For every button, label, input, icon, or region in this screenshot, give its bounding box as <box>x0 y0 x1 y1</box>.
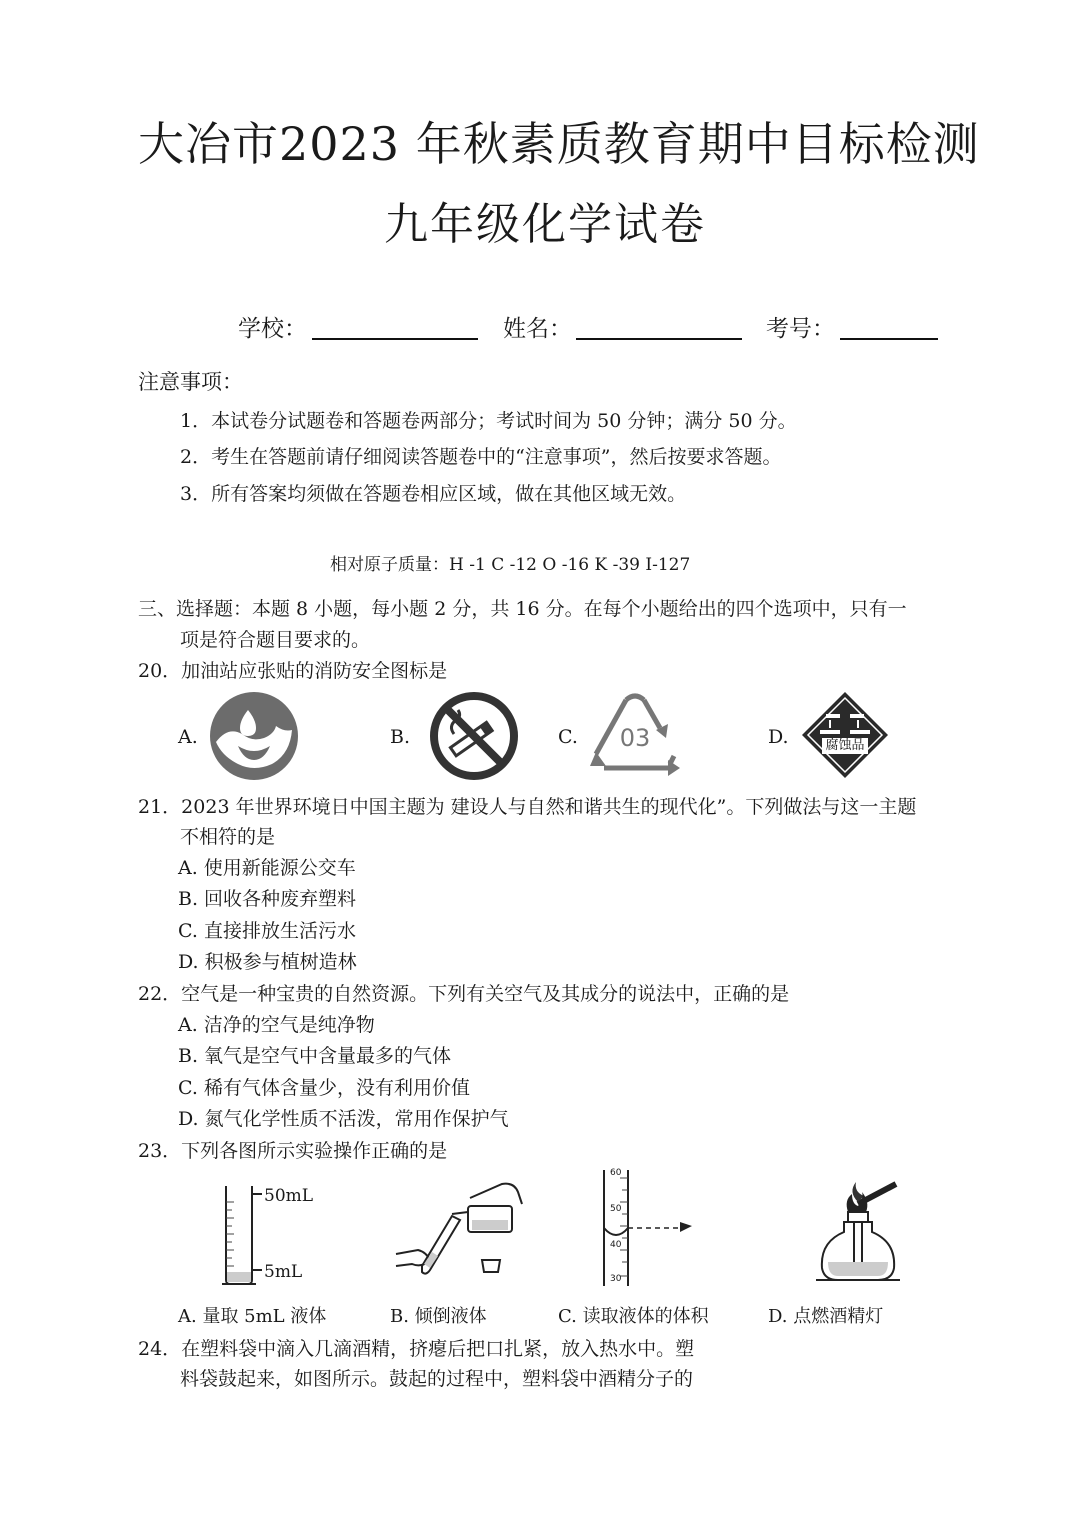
exam-no-label: 考号： <box>766 316 835 342</box>
cylinder-top-label: 50mL <box>264 1186 314 1206</box>
name-field[interactable] <box>576 338 742 340</box>
q21-option: C. 直接排放生活污水 <box>178 920 356 942</box>
corrosive-label: 腐蚀品 <box>825 738 865 753</box>
alcohol-lamp-figure <box>808 1176 908 1290</box>
q22-option: D. 氮气化学性质不活泼，常用作保护气 <box>178 1108 509 1130</box>
q20-option-c-label: C. <box>558 726 578 748</box>
q22-option: B. 氧气是空气中含量最多的气体 <box>178 1045 452 1067</box>
note-item: 3．所有答案均须做在答题卷相应区域，做在其他区域无效。 <box>180 483 687 505</box>
note-item: 2．考生在答题前请仔细阅读答题卷中的“注意事项”，然后按要求答题。 <box>180 446 782 468</box>
question-22-stem: 22．空气是一种宝贵的自然资源。下列有关空气及其成分的说法中，正确的是 <box>138 983 790 1005</box>
q23-caption-a: A. 量取 5mL 液体 <box>178 1306 327 1327</box>
corrosive-icon <box>800 690 890 784</box>
read-volume-figure <box>600 1166 710 1294</box>
name-label: 姓名： <box>503 316 572 342</box>
question-24-stem-cont: 料袋鼓起来，如图所示。鼓起的过程中，塑料袋中酒精分子的 <box>180 1368 694 1390</box>
water-drop-icon <box>208 690 300 786</box>
section-heading-cont: 项是符合题目要求的。 <box>180 629 371 651</box>
question-20-stem: 20．加油站应张贴的消防安全图标是 <box>138 660 448 682</box>
q23-caption-b: B. 倾倒液体 <box>390 1306 487 1327</box>
q20-option-b-label: B. <box>390 726 411 748</box>
pouring-liquid-figure <box>392 1172 532 1288</box>
scale-tick: 50 <box>610 1204 622 1214</box>
question-21-stem-cont: 不相符的是 <box>180 826 276 848</box>
question-23-stem: 23．下列各图所示实验操作正确的是 <box>138 1140 448 1162</box>
page-subtitle: 九年级化学试卷 <box>384 199 706 250</box>
q23-caption-c: C. 读取液体的体积 <box>558 1306 709 1327</box>
section-heading: 三、选择题：本题 8 小题，每小题 2 分，共 16 分。在每个小题给出的四个选项中，只有一 <box>138 598 907 620</box>
q21-option: A. 使用新能源公交车 <box>178 857 356 879</box>
recycle-03-icon <box>586 690 684 782</box>
no-smoking-icon <box>428 690 520 786</box>
note-item: 1．本试卷分试题卷和答题卷两部分；考试时间为 50 分钟；满分 50 分。 <box>180 410 797 432</box>
question-24-stem: 24．在塑料袋中滴入几滴酒精，挤瘪后把口扎紧，放入热水中。塑 <box>138 1338 695 1360</box>
q22-option: C. 稀有气体含量少，没有利用价值 <box>178 1077 470 1099</box>
scale-tick: 30 <box>610 1274 622 1284</box>
q22-option: A. 洁净的空气是纯净物 <box>178 1014 375 1036</box>
q20-option-a-label: A. <box>178 726 198 748</box>
school-label: 学校： <box>238 316 307 342</box>
cylinder-bottom-label: 5mL <box>264 1262 303 1282</box>
q21-option: D. 积极参与植树造林 <box>178 951 357 973</box>
graduated-cylinder-figure <box>218 1180 338 1294</box>
exam-no-field[interactable] <box>840 338 938 340</box>
recycle-number: 03 <box>619 724 651 752</box>
q20-option-d-label: D. <box>768 726 789 748</box>
q21-option: B. 回收各种废弃塑料 <box>178 888 357 910</box>
school-field[interactable] <box>312 338 478 340</box>
scale-tick: 60 <box>610 1168 622 1178</box>
question-21-stem: 21．2023 年世界环境日中国主题为 建设人与自然和谐共生的现代化”。下列做法与这一主题 <box>138 796 917 818</box>
atomic-mass: 相对原子质量：H -1 C -12 O -16 K -39 I-127 <box>330 555 691 575</box>
scale-tick: 40 <box>610 1240 622 1250</box>
page-title: 大冶市2023 年秋素质教育期中目标检测 <box>138 117 980 171</box>
q23-caption-d: D. 点燃酒精灯 <box>768 1306 884 1327</box>
notes-heading: 注意事项： <box>138 370 243 394</box>
